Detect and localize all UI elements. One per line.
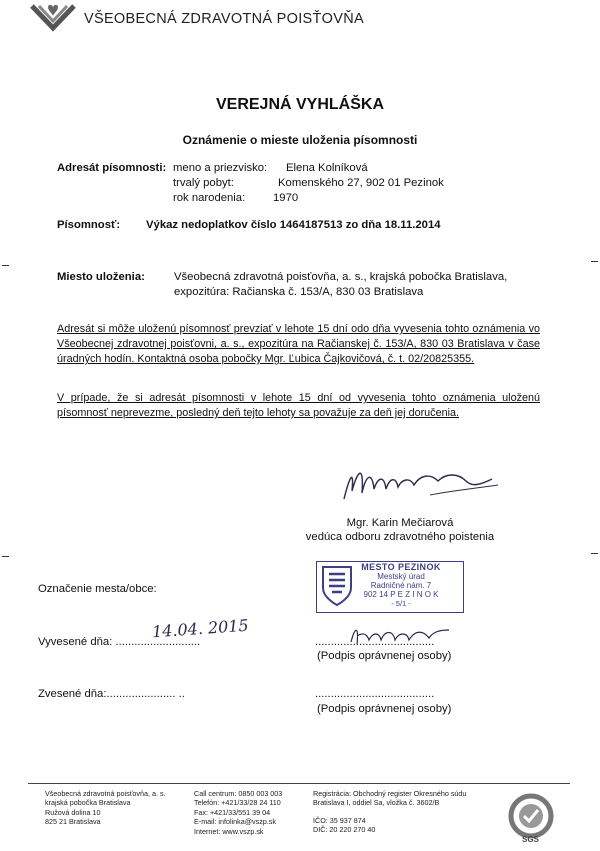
footer-address-line: krajská pobočka Bratislava [45, 798, 131, 808]
footer-contact-line: Call centrum: 0850 003 003 [194, 789, 283, 798]
addressee-name-label: meno a priezvisko: [173, 162, 268, 174]
posted-signature-caption: (Podpis oprávnenej osoby) [317, 650, 452, 662]
posted-date-handwritten: 14.04. 2015 [151, 615, 250, 642]
pickup-paragraph: Adresát si môže uloženú písomnosť prevziať v lehote 15 dní odo dňa vyvesenia tohto oznámenia vo Všeobecnej zdravotnej poisťovni, a. s., expozitúra na Račianskej č. 153/A, 830 03 Bratislava v čase úradných hodín. Kontaktná osoba pobočky Mgr. Ľubica Čajkovičová, č. t. 02/20825355. [57, 323, 540, 365]
posted-signature-dots: ...................................... [315, 636, 435, 648]
addressee-birth-label: rok narodenia: [173, 192, 246, 204]
footer-registration-line: Bratislava I, oddiel Sa, vložka č. 3602/B [313, 798, 440, 808]
footer-col-registration [313, 789, 466, 835]
fold-mark-left-lower [2, 556, 9, 557]
addressee-residence-label: trvalý pobyt: [173, 177, 234, 189]
posted-handwritten-signature [345, 622, 455, 648]
city-label: Označenie mesta/obce: [38, 583, 157, 595]
fold-mark-right-upper [591, 261, 598, 262]
storage-label: Miesto uloženia: [57, 271, 145, 283]
signatory-title: vedúca odboru zdravotného poistenia [305, 531, 495, 543]
delivery-paragraph: V prípade, že si adresát písomnosti v lehote 15 dní od vyvesenia tohto oznámenia uloženú písomnosť neprevezme, posledný deň tejto lehoty sa považuje za deň jej doručenia. [57, 392, 540, 419]
footer-contact-line: Fax: +421/33/551 39 04 [194, 807, 271, 817]
footer-address-line: 825 21 Bratislava [45, 817, 101, 827]
removed-signature-dots: ...................................... [315, 688, 435, 700]
footer-website-link[interactable]: Internet: www.vszp.sk [194, 826, 264, 836]
footer-registration-line: Registrácia: Obchodný register Okresného súdu [313, 789, 467, 798]
addressee-name-value: Elena Kolníková [286, 162, 368, 174]
stamp-line2: Mestský úrad [377, 572, 425, 581]
stamp-line3: Radničné nám. 7 [370, 581, 432, 590]
footer-email-link[interactable]: E-mail: infolinka@vszp.sk [194, 817, 276, 827]
official-stamp [316, 561, 464, 613]
vszp-logo [30, 4, 76, 32]
addressee-label: Adresát písomnosti: [57, 162, 167, 174]
sgs-certification-badge [504, 792, 558, 846]
footer-divider [28, 783, 570, 784]
handwritten-signature [330, 455, 505, 510]
removed-signature-caption: (Podpis oprávnenej osoby) [317, 703, 452, 715]
org-name: VŠEOBECNÁ ZDRAVOTNÁ POISŤOVŇA [84, 11, 364, 27]
stamp-line5: - 5/1 - [391, 599, 411, 608]
storage-line1: Všeobecná zdravotná poisťovňa, a. s., krajská pobočka Bratislava, [174, 271, 508, 283]
page-title: VEREJNÁ VYHLÁŠKA [215, 96, 385, 113]
footer-col-contact [194, 789, 282, 836]
footer-contact-line: Telefón: +421/33/28 24 110 [194, 798, 281, 808]
stamp-line4: 902 14 P E Z I N O K [363, 590, 439, 599]
storage-line2: expozitúra: Račianska č. 153/A, 830 03 Bratislava [174, 286, 424, 298]
sgs-label: SGS [522, 835, 539, 844]
fold-mark-right-lower [591, 553, 598, 554]
fold-mark-left-upper [2, 265, 9, 266]
document-value: Výkaz nedoplatkov číslo 1464187513 zo dňa 18.11.2014 [146, 219, 441, 231]
removed-label: Zvesené dňa:...................... .. [38, 688, 185, 700]
footer-address-line: Ružová dolina 10 [45, 807, 101, 817]
document-label: Písomnosť: [57, 219, 121, 231]
vszp-logo-icon [30, 4, 76, 32]
footer-address-line: Všeobecná zdravotná poisťovňa, a. s. [45, 789, 166, 798]
posted-label: Vyvesené dňa: ........................... [38, 636, 201, 648]
page-subtitle: Oznámenie o mieste uloženia písomnosti [182, 133, 418, 147]
footer-col-address [45, 789, 166, 827]
addressee-residence-value: Komenského 27, 902 01 Pezinok [278, 177, 444, 189]
addressee-birth-value: 1970 [273, 192, 299, 204]
footer-dic: DIČ: 20 220 270 40 [313, 825, 376, 835]
stamp-line1: MESTO PEZINOK [361, 562, 441, 572]
signatory-name: Mgr. Karin Mečiarová [346, 517, 454, 529]
footer-ico: IČO: 35 937 874 [313, 815, 366, 825]
